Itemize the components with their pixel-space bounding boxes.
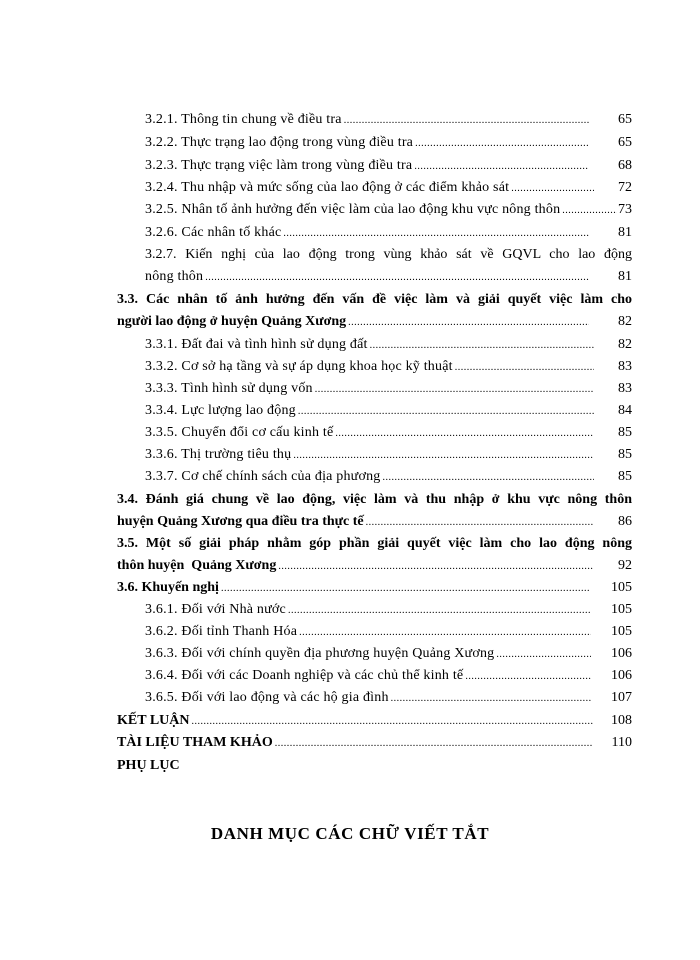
dot-leader: [299, 627, 591, 638]
toc-entry-3-6-4: [145, 668, 595, 684]
dot-leader: [391, 693, 591, 704]
toc-entry-text: thôn huyện Quảng Xương: [117, 558, 277, 573]
dot-leader: [205, 272, 589, 283]
toc-entry-text: 3.3.5. Chuyển đổi cơ cấu kinh tế: [145, 425, 334, 440]
toc-entry-text: 3.6.5. Đối với lao động và các hộ gia đình: [145, 690, 389, 705]
toc-page-number: 85: [618, 425, 632, 440]
toc-section-3-3-line2: [117, 314, 593, 330]
toc-entry-3-2-7-line2: [145, 269, 593, 285]
toc-entry-text: 3.6.3. Đối với chính quyền địa phương huyện Quảng Xương: [145, 646, 495, 661]
toc-page-number: 105: [611, 602, 632, 617]
toc-page-number: 106: [611, 646, 632, 661]
dot-leader: [382, 472, 594, 483]
dot-leader: [455, 362, 594, 373]
toc-page-number: 85: [618, 447, 632, 462]
toc-page-number: 83: [618, 381, 632, 396]
toc-page-number: 72: [618, 180, 632, 195]
toc-page-number: 81: [618, 269, 632, 284]
toc-entry-text: 3.6. Khuyến nghị: [117, 580, 219, 595]
toc-entry-3-2-5: [145, 202, 618, 218]
toc-section-3-4-line2: [117, 514, 598, 530]
toc-entry-3-6-1: [145, 602, 595, 618]
dot-leader: [366, 517, 594, 528]
dot-leader: [335, 428, 594, 439]
toc-entry-3-6-2: [145, 624, 595, 640]
toc-entry-text: 3.6.4. Đối với các Doanh nghiệp và các chủ thể kinh tế: [145, 668, 464, 683]
toc-page-number: 85: [618, 469, 632, 484]
toc-entry-3-6-3: [145, 646, 595, 662]
toc-entry-3-3-6: [145, 447, 598, 463]
toc-entry-3-3-4: [145, 403, 598, 419]
abbreviations-heading: DANH MỤC CÁC CHỮ VIẾT TẮT: [210, 824, 490, 843]
toc-page-number: 105: [611, 624, 632, 639]
toc-entry-text: 3.2.1. Thông tin chung về điều tra: [145, 112, 342, 127]
toc-entry-3-3-2: [145, 359, 598, 375]
dot-leader: [511, 183, 594, 194]
dot-leader: [298, 406, 594, 417]
dot-leader: [344, 115, 589, 126]
dot-leader: [288, 605, 591, 616]
toc-entry-text: 3.3.2. Cơ sở hạ tầng và sự áp dụng khoa học kỹ thuật: [145, 359, 453, 374]
toc-entry-text: 3.3.1. Đất đai và tình hình sử dụng đất: [145, 337, 368, 352]
dot-leader: [496, 649, 591, 660]
toc-section-3-5-line2: [117, 558, 598, 574]
dot-leader: [278, 561, 594, 572]
toc-entry-text: KẾT LUẬN: [117, 713, 190, 728]
toc-page-number: 92: [618, 558, 632, 573]
toc-page-number: 108: [611, 713, 632, 728]
toc-entry-3-2-7-line1: 3.2.7. Kiến nghị của lao động trong vùng khảo sát về GQVL cho lao động: [145, 247, 632, 262]
toc-entry-3-2-4: [145, 180, 598, 196]
toc-page-number: 83: [618, 359, 632, 374]
dot-leader: [283, 228, 589, 239]
toc-tai-lieu-tham-khao: [117, 735, 597, 751]
toc-entry-text: người lao động ở huyện Quảng Xương: [117, 314, 347, 329]
dot-leader: [348, 317, 589, 328]
toc-entry-3-2-3: [145, 158, 593, 174]
toc-page-number: 82: [618, 337, 632, 352]
toc-ket-luan: [117, 713, 597, 729]
toc-entry-text: 3.2.6. Các nhân tố khác: [145, 225, 282, 240]
toc-page-number: 73: [618, 202, 632, 217]
toc-entry-3-3-1: [145, 337, 598, 353]
toc-entry-3-2-2: [145, 135, 593, 151]
dot-leader: [370, 340, 594, 351]
dot-leader: [191, 716, 593, 727]
dot-leader: [221, 583, 589, 594]
toc-page-number: 105: [611, 580, 632, 595]
toc-page-number: 86: [618, 514, 632, 529]
dot-leader: [315, 384, 594, 395]
toc-entry-text: 3.3.3. Tình hình sử dụng vốn: [145, 381, 313, 396]
toc-entry-text: 3.6.1. Đối với Nhà nước: [145, 602, 286, 617]
toc-entry-3-3-5: [145, 425, 598, 441]
toc-section-3-6: [117, 580, 593, 596]
toc-section-3-4-line1: 3.4. Đánh giá chung về lao động, việc làm và thu nhập ở khu vực nông thôn: [117, 492, 632, 507]
toc-entry-text: TÀI LIỆU THAM KHẢO: [117, 735, 273, 750]
dot-leader: [465, 671, 591, 682]
toc-entry-text: nông thôn: [145, 269, 204, 284]
toc-entry-3-3-7: [145, 469, 598, 485]
toc-page-number: 110: [611, 735, 632, 750]
toc-entry-text: huyện Quảng Xương qua điều tra thực tế: [117, 514, 364, 529]
toc-entry-3-6-5: [145, 690, 595, 706]
toc-page-number: 84: [618, 403, 632, 418]
toc-page-number: 106: [611, 668, 632, 683]
dot-leader: [293, 450, 594, 461]
toc-entry-3-2-1: [145, 112, 593, 128]
toc-section-3-5-line1: 3.5. Một số giải pháp nhằm góp phần giải quyết việc làm cho lao động nông: [117, 536, 632, 551]
toc-entry-3-3-3: [145, 381, 598, 397]
toc-page-number: 82: [618, 314, 632, 329]
toc-phu-luc: PHỤ LỤC: [117, 758, 180, 773]
toc-page-number: 65: [618, 112, 632, 127]
toc-entry-text: 3.2.3. Thực trạng việc làm trong vùng điều tra: [145, 158, 413, 173]
toc-entry-text: 3.6.2. Đối tỉnh Thanh Hóa: [145, 624, 298, 639]
toc-page-number: 107: [611, 690, 632, 705]
toc-entry-3-2-6: [145, 225, 593, 241]
toc-entry-text: 3.3.4. Lực lượng lao động: [145, 403, 296, 418]
dot-leader: [415, 138, 589, 149]
toc-page-number: 68: [618, 158, 632, 173]
toc-entry-text: 3.3.6. Thị trường tiêu thụ: [145, 447, 292, 462]
toc-section-3-3-line1: 3.3. Các nhân tố ảnh hưởng đến vấn đề việc làm và giải quyết việc làm cho: [117, 292, 632, 307]
toc-page-number: 81: [618, 225, 632, 240]
dot-leader: [414, 161, 589, 172]
toc-entry-text: 3.3.7. Cơ chế chính sách của địa phương: [145, 469, 381, 484]
toc-entry-text: 3.2.4. Thu nhập và mức sống của lao động ở các điểm khảo sát: [145, 180, 510, 195]
toc-entry-text: 3.2.2. Thực trạng lao động trong vùng điều tra: [145, 135, 414, 150]
toc-entry-text: 3.2.5. Nhân tố ảnh hưởng đến việc làm của lao động khu vực nông thôn: [145, 202, 561, 217]
toc-page-number: 65: [618, 135, 632, 150]
dot-leader: [275, 738, 593, 749]
